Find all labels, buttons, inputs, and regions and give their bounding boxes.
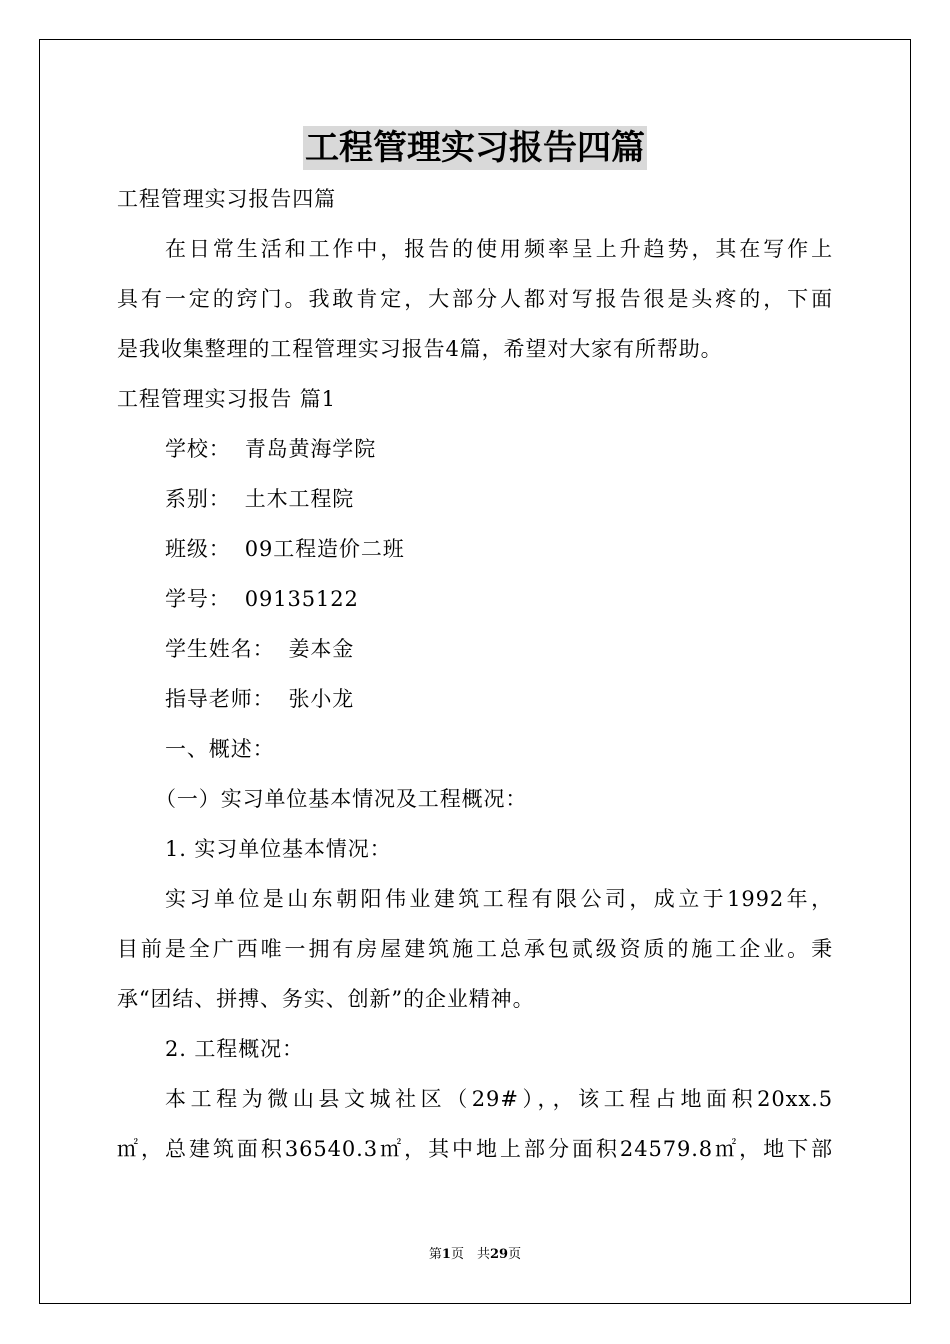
document-subtitle: 工程管理实习报告四篇	[117, 187, 336, 211]
field-label: 班级：	[165, 537, 231, 561]
item2-line-1: 本工程为微山县文城社区（29#），，该工程占地面积20xx.5	[165, 1087, 833, 1111]
item2-heading: 2. 工程概况：	[165, 1037, 304, 1061]
item1-line-3: 承“团结、拼搏、务实、创新”的企业精神。	[117, 987, 535, 1011]
item1-heading: 1. 实习单位基本情况：	[165, 837, 392, 861]
field-student-id	[165, 584, 881, 614]
field-advisor	[165, 684, 881, 714]
field-department	[165, 484, 881, 514]
footer-suffix: 页	[508, 1247, 522, 1262]
intro-line-3: 是我收集整理的工程管理实习报告4篇，希望对大家有所帮助。	[117, 337, 723, 361]
field-student-name	[165, 634, 881, 664]
page-footer	[0, 1246, 950, 1264]
intro-line-2: 具有一定的窍门。我敢肯定，大部分人都对写报告很是头疼的，下面	[117, 287, 833, 311]
field-label: 系别：	[165, 487, 231, 511]
item1-line-1: 实习单位是山东朝阳伟业建筑工程有限公司，成立于1992年，	[165, 887, 833, 911]
field-school	[165, 434, 881, 464]
item1-line-2: 目前是全广西唯一拥有房屋建筑施工总承包贰级资质的施工企业。秉	[117, 937, 833, 961]
field-value: 张小龙	[288, 687, 355, 711]
field-value: 09135122	[244, 587, 359, 611]
intro-line-1: 在日常生活和工作中，报告的使用频率呈上升趋势，其在写作上	[165, 237, 833, 261]
field-label: 学生姓名：	[165, 637, 275, 661]
footer-middle: 页 共	[450, 1247, 490, 1262]
field-value: 土木工程院	[244, 487, 355, 511]
overview-heading: 一、概述：	[165, 737, 275, 761]
field-label: 指导老师：	[165, 687, 275, 711]
section-heading: 工程管理实习报告 篇1	[117, 387, 336, 411]
footer-total-pages: 29	[489, 1247, 509, 1262]
footer-prefix: 第	[428, 1247, 442, 1262]
footer-page-number: 1	[441, 1247, 451, 1262]
item2-line-2: ㎡，总建筑面积36540.3㎡，其中地上部分面积24579.8㎡，地下部	[117, 1137, 833, 1161]
sub-heading: （一）实习单位基本情况及工程概况：	[155, 787, 528, 811]
field-label: 学号：	[165, 587, 231, 611]
field-value: 09工程造价二班	[244, 537, 405, 561]
field-label: 学校：	[165, 437, 231, 461]
title-container	[0, 126, 950, 170]
document-title: 工程管理实习报告四篇	[305, 128, 645, 168]
field-value: 青岛黄海学院	[244, 437, 377, 461]
field-value: 姜本金	[288, 637, 355, 661]
field-class	[165, 534, 881, 564]
page-border	[39, 39, 911, 1304]
